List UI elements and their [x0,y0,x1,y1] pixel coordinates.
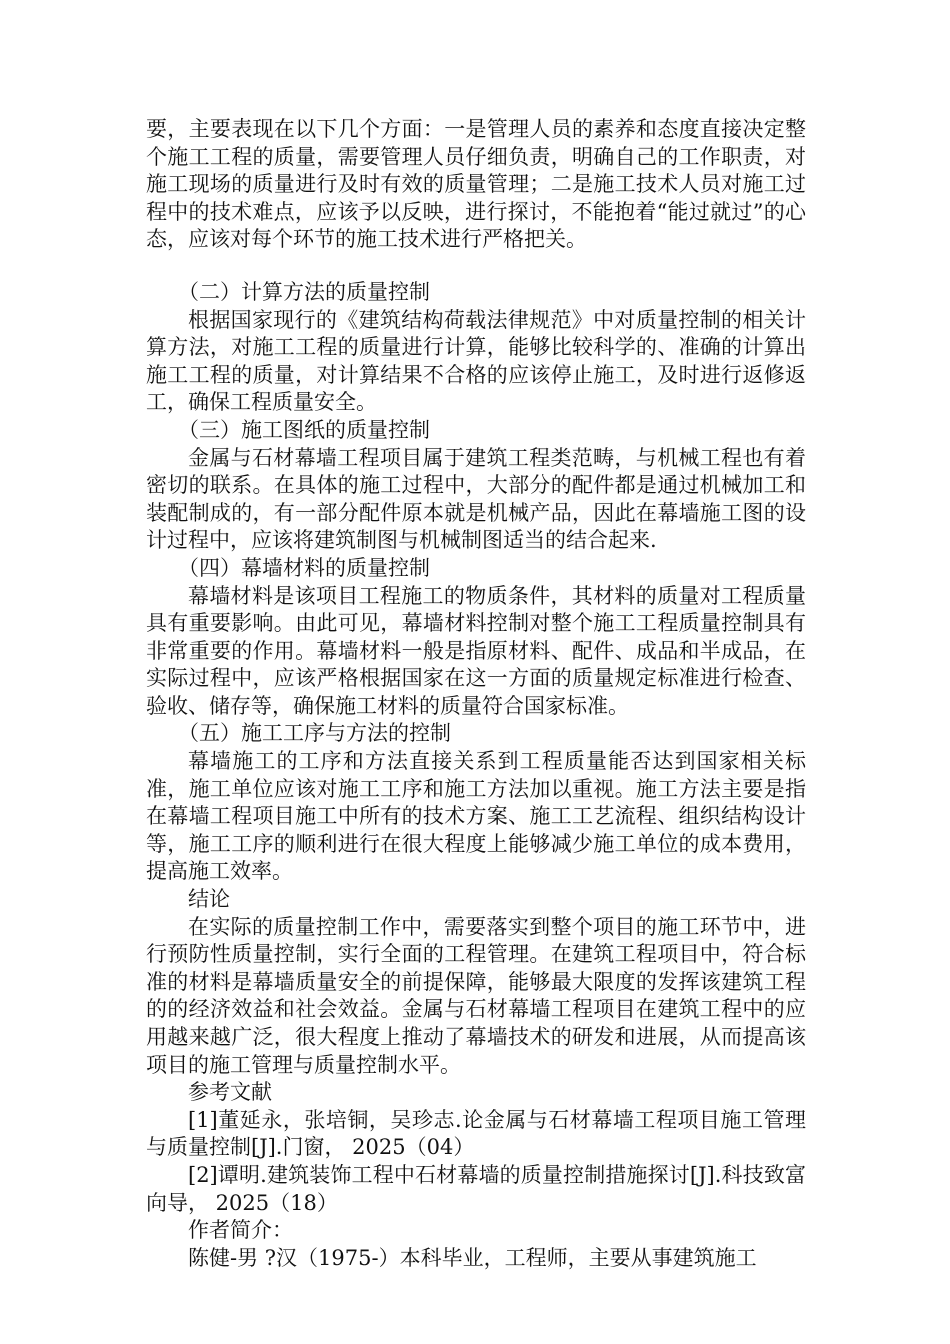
heading-references: 参考文献 [188,1080,272,1105]
paragraph-construction-drawings: 金属与石材幕墙工程项目属于建筑工程类范畴，与机械工程也有着密切的联系。在具体的施工过程中，大部分的配件都是通过机械加工和装配制成的，有一部分配件原本就是机械产品，因此在幕墙施工图的设计过程中，应该将建筑制图与机械制图适当的结合起来. [146,445,806,553]
paragraph-process-and-method: 幕墙施工的工序和方法直接关系到工程质量能否达到国家相关标准，施工单位应该对施工工序和施工方法加以重视。施工方法主要是指在幕墙工程项目施工中所有的技术方案、施工工艺流程、组织结构设计等，施工工序的顺利进行在很大程度上能够减少施工单位的成本费用，提高施工效率。 [146,749,806,884]
reference-item: [2]谭明.建筑装饰工程中石材幕墙的质量控制措施探讨[J].科技致富向导， 2025（18） [146,1162,806,1215]
reference-item: [1]董延永，张培铜，吴珍志.论金属与石材幕墙工程项目施工管理与质量控制[J].门窗， 2025（04） [146,1107,806,1160]
heading-construction-drawings: （三）施工图纸的质量控制 [178,417,430,442]
heading-curtain-wall-materials: （四）幕墙材料的质量控制 [178,555,430,580]
document-page [146,116,806,1272]
paragraph-calculation-method: 根据国家现行的《建筑结构荷载法律规范》中对质量控制的相关计算方法，对施工工程的质量进行计算，能够比较科学的、准确的计算出施工工程的质量，对计算结果不合格的应该停止施工，及时进行返修返工，确保工程质量安全。 [146,307,806,415]
paragraph-curtain-wall-materials: 幕墙材料是该项目工程施工的物质条件，其材料的质量对工程质量具有重要影响。由此可见，幕墙材料控制对整个施工工程质量控制具有非常重要的作用。幕墙材料一般是指原材料、配件、成品和半成品，在实际过程中，应该严格根据国家在这一方面的质量规定标准进行检查、验收、储存等，确保施工材料的质量符合国家标准。 [146,583,806,718]
heading-process-and-method: （五）施工工序与方法的控制 [178,721,451,746]
heading-author-bio: 作者简介： [188,1218,293,1243]
heading-calculation-method: （二）计算方法的质量控制 [178,279,430,304]
paragraph-management-quality: 要，主要表现在以下几个方面：一是管理人员的素养和态度直接决定整个施工工程的质量，需要管理人员仔细负责，明确自己的工作职责，对施工现场的质量进行及时有效的质量管理；二是施工技术人员对施工过程中的技术难点，应该予以反映，进行探讨，不能抱着“能过就过”的心态，应该对每个环节的施工技术进行严格把关。 [146,117,806,252]
heading-conclusion: 结论 [188,887,230,912]
paragraph-author-bio: 陈健-男 ?汉（1975-）本科毕业，工程师，主要从事建筑施工 [188,1245,757,1270]
paragraph-conclusion: 在实际的质量控制工作中，需要落实到整个项目的施工环节中，进行预防性质量控制，实行全面的工程管理。在建筑工程项目中，符合标准的材料是幕墙质量安全的前提保障，能够最大限度的发挥该建筑工程的的经济效益和社会效益。金属与石材幕墙工程项目在建筑工程中的应用越来越广泛，很大程度上推动了幕墙技术的研发和进展，从而提高该项目的施工管理与质量控制水平。 [146,914,806,1077]
